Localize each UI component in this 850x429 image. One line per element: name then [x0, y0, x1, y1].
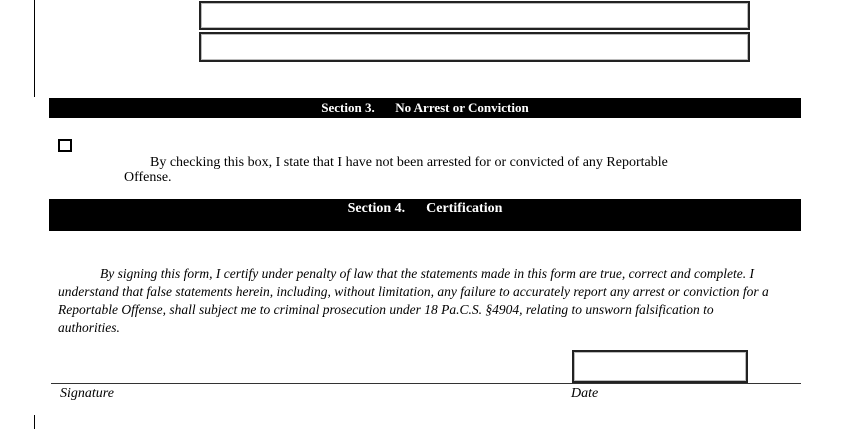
signature-line: [51, 383, 801, 384]
certification-line-1: By signing this form, I certify under penalty of law that the statements made in this form are true, correct and complete. I: [100, 266, 755, 281]
section-3-header: [49, 98, 801, 118]
page-left-border-lower: [34, 415, 35, 429]
upper-field-2[interactable]: [199, 32, 750, 62]
upper-field-1[interactable]: [199, 1, 750, 30]
section-3-title: No Arrest or Conviction: [395, 100, 529, 115]
signature-label: Signature: [60, 386, 114, 401]
date-label: Date: [571, 386, 599, 401]
no-arrest-statement-line2: Offense.: [124, 170, 172, 185]
date-field[interactable]: [572, 350, 748, 383]
certification-line-2: understand that false statements herein, including, without limitation, any failure to accurately report any arrest or conviction for a: [58, 284, 769, 299]
section-3-label: Section 3.: [321, 100, 375, 115]
page-left-border: [34, 0, 35, 97]
section-4-label: Section 4.: [347, 201, 406, 216]
no-arrest-checkbox[interactable]: [58, 139, 72, 152]
no-arrest-statement-line1: By checking this box, I state that I have not been arrested for or convicted of any Reportable: [150, 155, 668, 170]
certification-line-3: Reportable Offense, shall subject me to criminal prosecution under 18 Pa.C.S. §4904, relating to unsworn falsification to: [58, 302, 714, 317]
section-4-title: Certification: [426, 201, 503, 216]
section-4-header: [49, 199, 801, 231]
certification-line-4: authorities.: [58, 320, 120, 335]
